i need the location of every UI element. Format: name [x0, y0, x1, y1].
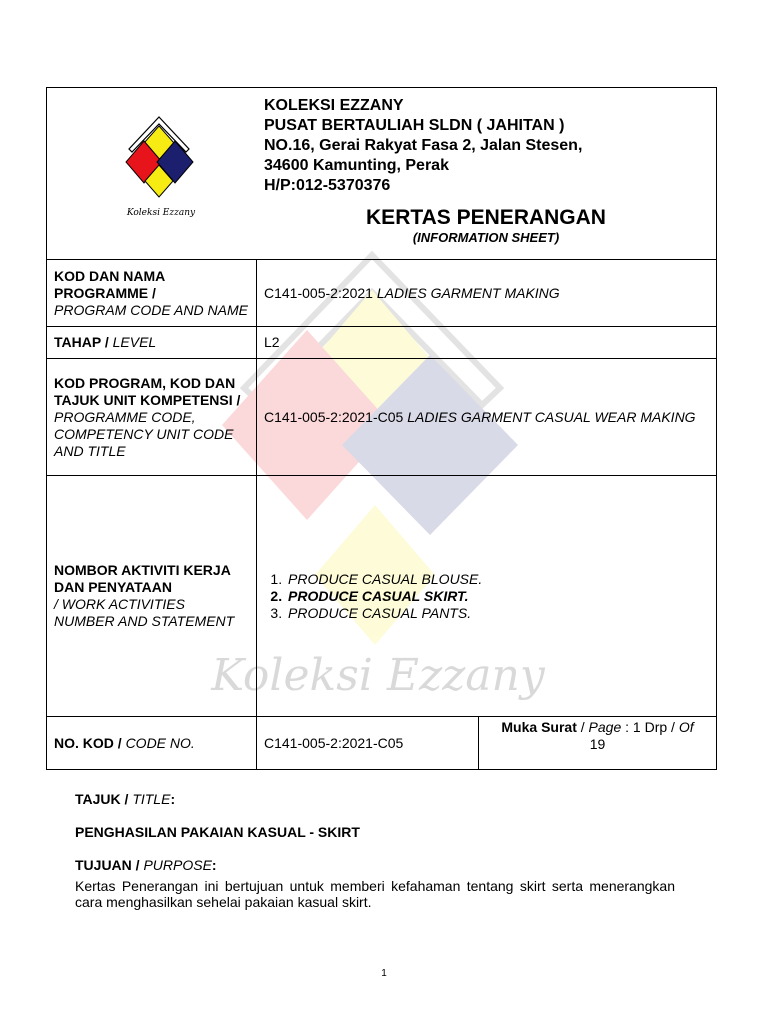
company-center: PUSAT BERTAULIAH SLDN ( JAHITAN )	[264, 117, 565, 134]
code-value: C141-005-2:2021-C05	[257, 717, 479, 770]
logo-caption: Koleksi Ezzany	[126, 208, 196, 218]
company-info	[264, 96, 582, 196]
sheet-subtitle: (INFORMATION SHEET)	[412, 230, 560, 245]
program-value: C141-005-2:2021 LADIES GARMENT MAKING	[257, 260, 717, 327]
program-row	[47, 260, 717, 327]
level-value: L2	[257, 327, 717, 359]
activity-item: 3. PRODUCE CASUAL PANTS.	[286, 605, 709, 622]
activity-item: 1. PRODUCE CASUAL BLOUSE.	[286, 571, 709, 588]
unit-row	[47, 359, 717, 476]
purpose-text: Kertas Penerangan ini bertujuan untuk memberi kefahaman tentang skirt serta menerangkan cara menghasilkan sehelai pakaian kasual skirt.	[75, 878, 675, 910]
page-number: 1	[381, 968, 387, 979]
code-label: NO. KOD / CODE NO.	[47, 717, 257, 770]
title-value: PENGHASILAN PAKAIAN KASUAL - SKIRT	[75, 824, 360, 840]
sheet-title-block	[258, 206, 714, 246]
page-info: Muka Surat / Page : 1 Drp / Of 19	[479, 717, 717, 770]
company-name: KOLEKSI EZZANY	[264, 97, 404, 114]
activity-item: 2. PRODUCE CASUAL SKIRT.	[286, 588, 709, 605]
level-label: TAHAP / LEVEL	[47, 327, 257, 359]
program-label: KOD DAN NAMA PROGRAMME / PROGRAM CODE AND NAME	[47, 260, 257, 327]
level-row	[47, 327, 717, 359]
activities-list	[264, 571, 709, 622]
unit-label: KOD PROGRAM, KOD DAN TAJUK UNIT KOMPETENSI / PROGRAMME CODE, COMPETENCY UNIT CODE AND TITLE	[47, 359, 257, 476]
purpose-label: TUJUAN / PURPOSE:	[75, 857, 217, 873]
company-logo	[120, 115, 200, 205]
code-row	[47, 717, 717, 770]
title-label: TAJUK / TITLE:	[75, 791, 176, 807]
watermark-text: Koleksi Ezzany	[211, 650, 545, 701]
sheet-title: KERTAS PENERANGAN	[366, 206, 606, 229]
activities-value	[257, 476, 717, 717]
company-phone: H/P:012-5370376	[264, 177, 391, 194]
activities-row	[47, 476, 717, 717]
company-address-line1: NO.16, Gerai Rakyat Fasa 2, Jalan Stesen,	[264, 137, 583, 154]
activities-label: NOMBOR AKTIVITI KERJA DAN PENYATAAN / WORK ACTIVITIES NUMBER AND STATEMENT	[47, 476, 257, 717]
unit-value: C141-005-2:2021-C05 LADIES GARMENT CASUAL WEAR MAKING	[257, 359, 717, 476]
company-address-line2: 34600 Kamunting, Perak	[264, 157, 449, 174]
